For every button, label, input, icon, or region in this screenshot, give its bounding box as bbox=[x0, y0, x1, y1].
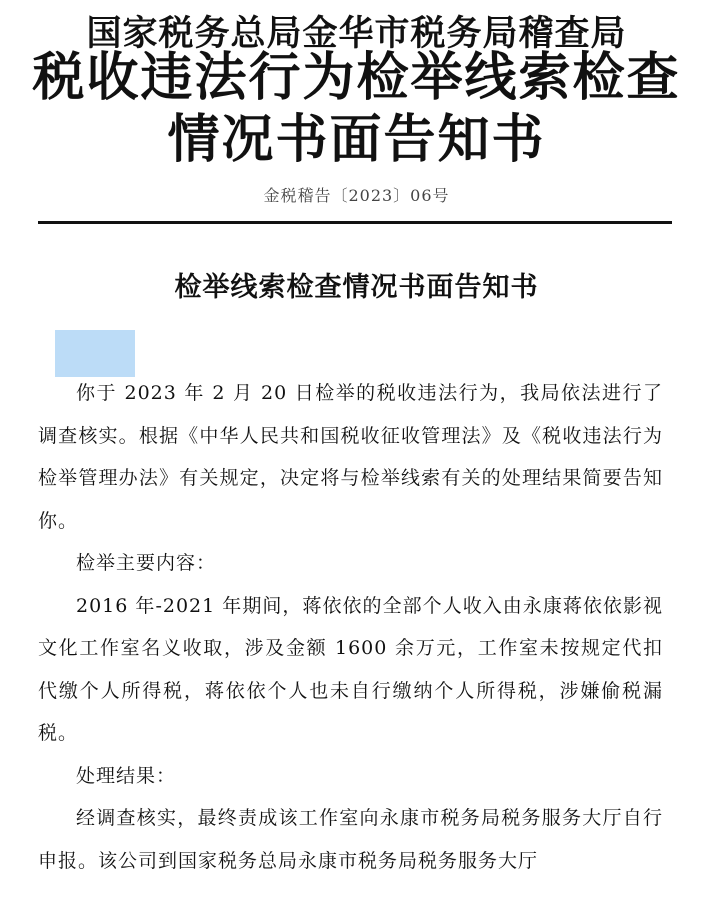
content-paragraph: 2016 年-2021 年期间，蒋依依的全部个人收入由永康蒋依依影视文化工作室名义收取，涉及金额 1600 余万元，工作室未按规定代扣代缴个人所得税，蒋依依个人也未自行缴纳个人所得税，涉嫌偷税漏税。 bbox=[38, 594, 663, 744]
result-paragraph: 经调查核实，最终责成该工作室向永康市税务局税务服务大厅自行申报。该公司到国家税务总局永康市税务局税务服务大厅 bbox=[38, 807, 663, 872]
redacted-recipient-name bbox=[55, 330, 135, 377]
section-label-content: 检举主要内容： bbox=[76, 552, 217, 574]
intro-paragraph: 你于 2023 年 2 月 20 日检举的税收违法行为，我局依法进行了调查核实。根据《中华人民共和国税收征收管理法》及《税收违法行为检举管理办法》有关规定，决定将与检举线索有关的处理结果简要告知你。 bbox=[38, 382, 663, 532]
agency-header: 国家税务总局金华市税务局稽查局 bbox=[86, 14, 627, 54]
section-label-result: 处理结果： bbox=[76, 764, 177, 787]
notice-body bbox=[38, 372, 663, 882]
document-number: 金税稽告〔2023〕06号 bbox=[263, 186, 450, 205]
document-title-line2: 情况书面告知书 bbox=[167, 110, 546, 170]
document-title-line1: 税收违法行为检举线索检查 bbox=[32, 48, 681, 108]
header-divider bbox=[38, 221, 672, 224]
notice-title: 检举线索检查情况书面告知书 bbox=[174, 272, 539, 303]
